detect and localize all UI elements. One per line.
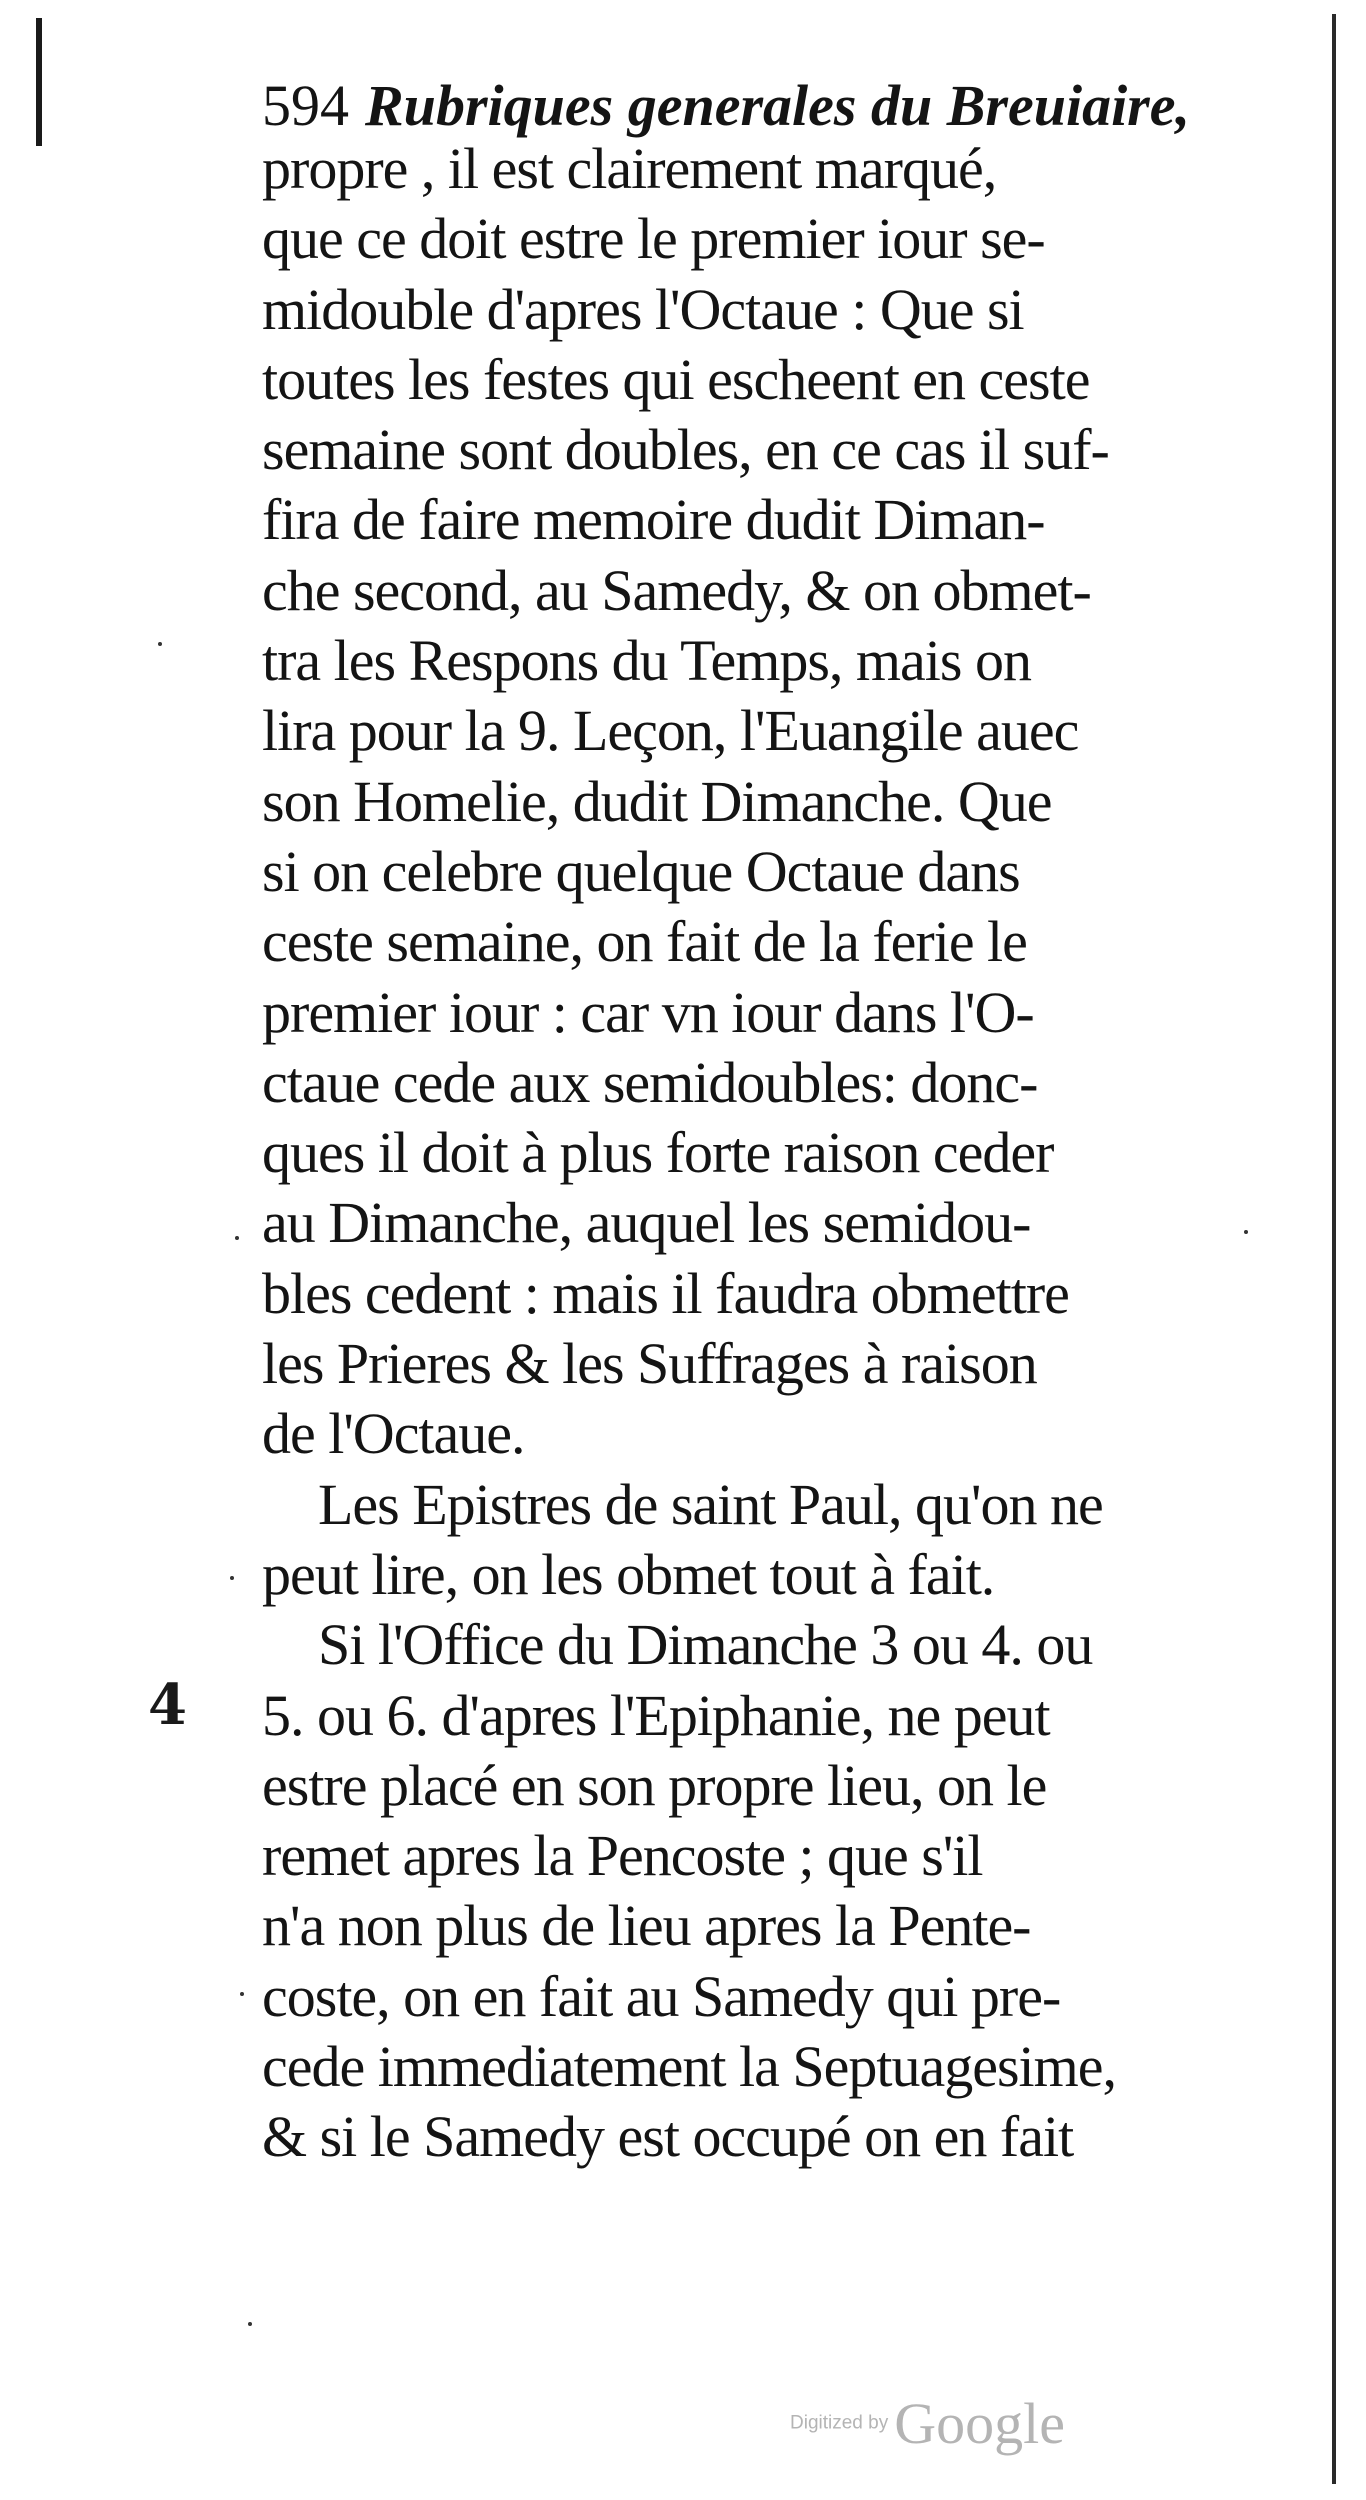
- text-line: coste, on en fait au Samedy qui pre-: [262, 1963, 1061, 2029]
- text-line: propre , il est clairement marqué,: [262, 136, 997, 201]
- text-line: fira de faire memoire dudit Diman-: [262, 487, 1045, 553]
- watermark-brand-logo: Google: [894, 2391, 1065, 2456]
- paragraph-start-line: Les Epistres de saint Paul, qu'on ne: [318, 1471, 1103, 1537]
- text-line: ques il doit à plus forte raison ceder: [262, 1120, 1054, 1186]
- right-edge-rule: [1332, 14, 1336, 2484]
- ink-speck: [1244, 1230, 1248, 1234]
- left-edge-rule: [36, 18, 42, 146]
- page-number: 594: [262, 73, 349, 138]
- text-line: son Homelie, dudit Dimanche. Que: [262, 768, 1052, 834]
- digitization-watermark: [790, 2390, 1065, 2457]
- text-line: & si le Samedy est occupé on en fait: [262, 2104, 1074, 2170]
- ink-speck: [158, 642, 162, 646]
- text-line: premier iour : car vn iour dans l'O-: [262, 979, 1034, 1045]
- running-header: [262, 70, 1262, 142]
- text-line: que ce doit estre le premier iour se-: [262, 206, 1045, 272]
- text-line: au Dimanche, auquel les semidou-: [262, 1190, 1031, 1256]
- text-line: les Prieres & les Suffrages à raison: [262, 1331, 1037, 1397]
- ink-speck: [235, 1236, 239, 1240]
- text-line: bles cedent : mais il faudra obmettre: [262, 1260, 1069, 1326]
- text-line: si on celebre quelque Octaue dans: [262, 838, 1020, 904]
- ink-speck: [240, 1992, 244, 1996]
- text-line: ceste semaine, on fait de la ferie le: [262, 909, 1027, 975]
- text-line: cede immediatement la Septuagesime,: [262, 2034, 1117, 2100]
- text-line: n'a non plus de lieu apres la Pente-: [262, 1893, 1031, 1959]
- ink-speck: [230, 1576, 234, 1580]
- watermark-prefix: Digitized by: [790, 2412, 889, 2434]
- text-line: ctaue cede aux semidoubles: donc-: [262, 1049, 1038, 1115]
- text-line: lira pour la 9. Leçon, l'Euangile auec: [262, 698, 1079, 764]
- text-line: peut lire, on les obmet tout à fait.: [262, 1541, 995, 1607]
- text-line: midouble d'apres l'Octaue : Que si: [262, 276, 1024, 342]
- body-text: [262, 134, 1247, 2173]
- text-line: toutes les festes qui escheent en ceste: [262, 346, 1090, 412]
- paragraph-start-line: Si l'Office du Dimanche 3 ou 4. ou: [318, 1612, 1093, 1678]
- text-line: de l'Octaue.: [262, 1401, 525, 1467]
- text-line: estre placé en son propre lieu, on le: [262, 1752, 1047, 1818]
- text-line: che second, au Samedy, & on obmet-: [262, 557, 1091, 623]
- text-line: 5. ou 6. d'apres l'Epiphanie, ne peut: [262, 1682, 1050, 1748]
- running-title: Rubriques generales du Breuiaire,: [365, 73, 1190, 138]
- text-line: semaine sont doubles, en ce cas il suf-: [262, 417, 1109, 483]
- margin-note-mark: 4: [148, 1672, 187, 1738]
- ink-speck: [248, 2322, 252, 2326]
- text-line: remet apres la Pencoste ; que s'il: [262, 1823, 983, 1889]
- text-line: tra les Respons du Temps, mais on: [262, 628, 1031, 694]
